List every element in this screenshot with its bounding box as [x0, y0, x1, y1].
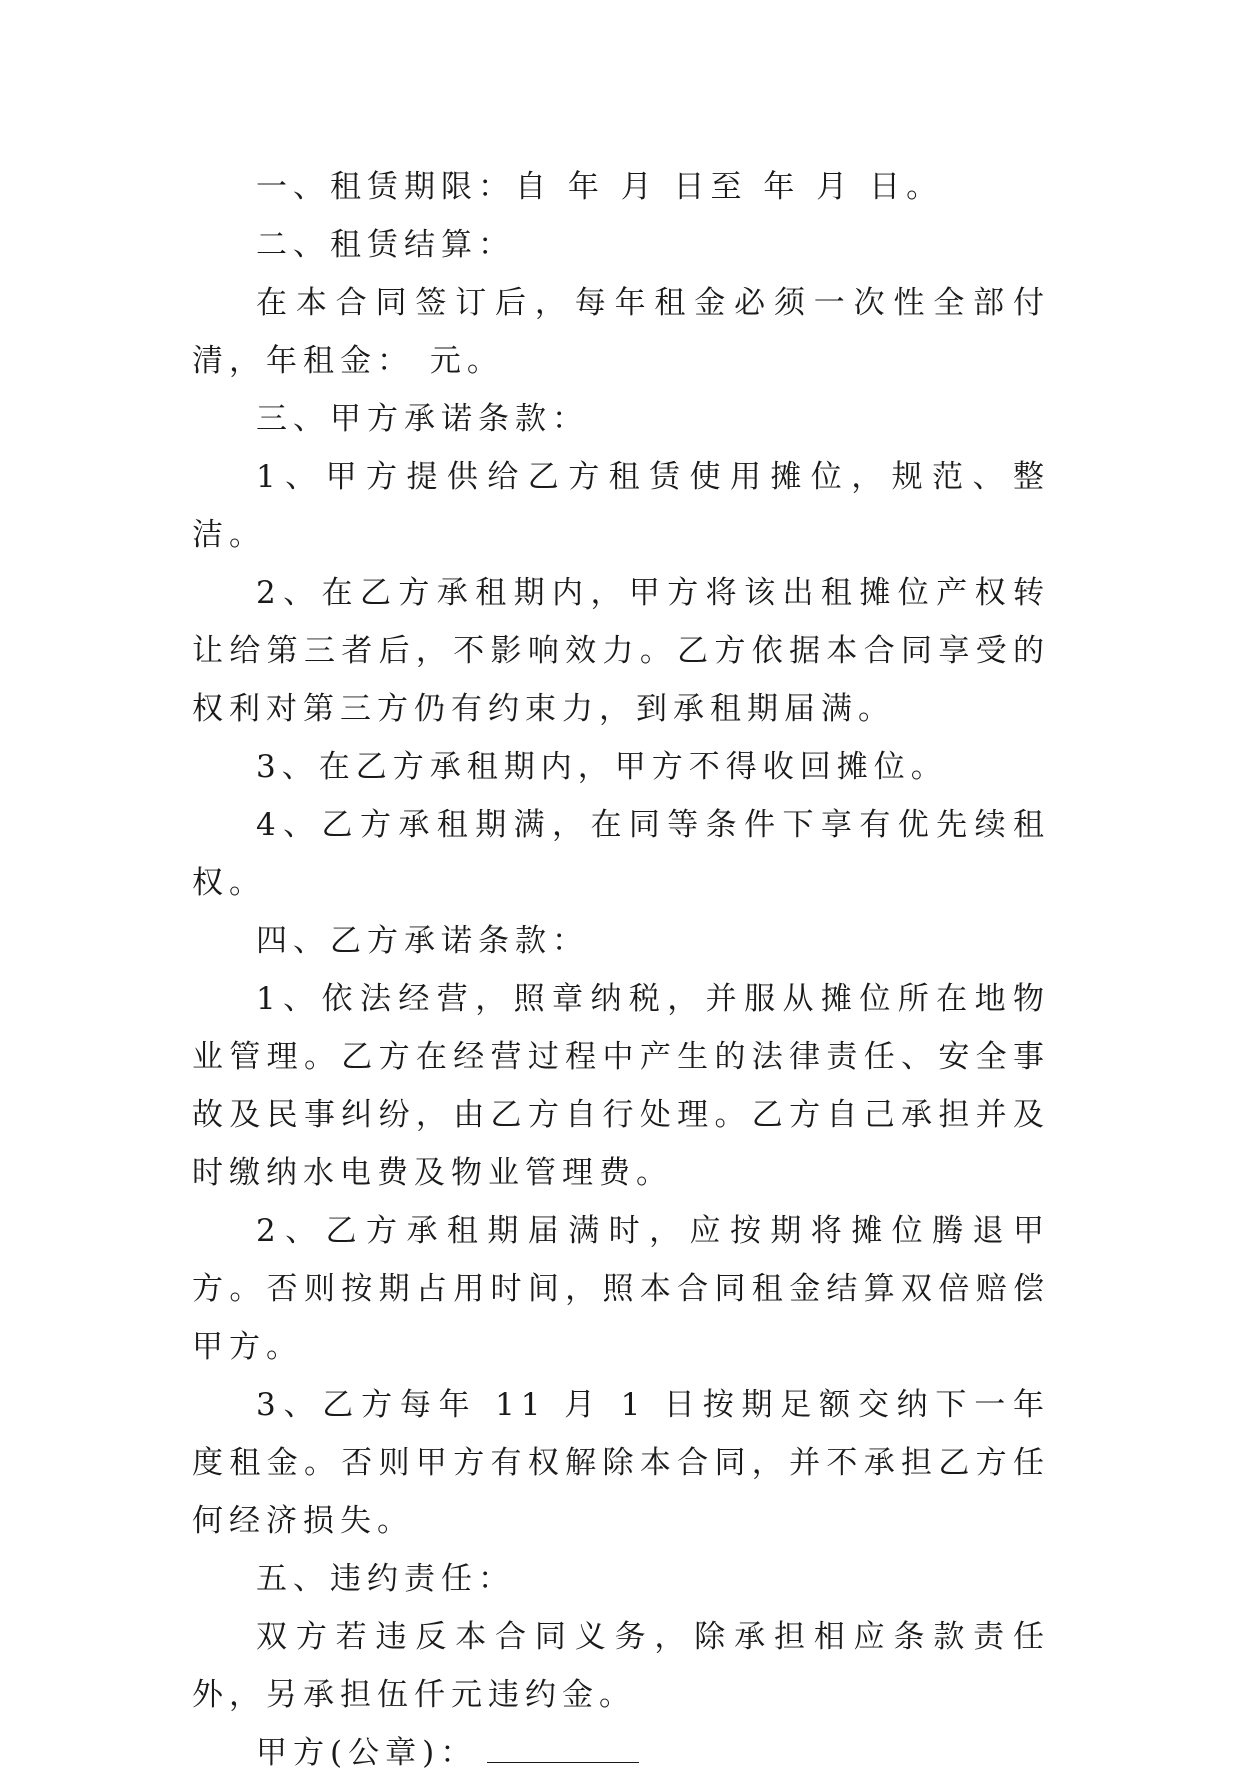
clause-party-b-1: 1、依法经营，照章纳税，并服从摊位所在地物业管理。乙方在经营过程中产生的法律责任、安全事故及民事纠纷，由乙方自行处理。乙方自己承担并及时缴纳水电费及物业管理费。 [192, 981, 1050, 1191]
document-body [192, 158, 1050, 1782]
clause-party-a-1: 1、甲方提供给乙方租赁使用摊位，规范、整洁。 [192, 459, 1050, 553]
clause-party-a-4: 4、乙方承租期满，在同等条件下享有优先续租权。 [192, 807, 1050, 901]
clause-party-a-2: 2、在乙方承租期内，甲方将该出租摊位产权转让给第三者后，不影响效力。乙方依据本合同享受的权利对第三方仍有约束力，到承租期届满。 [192, 575, 1050, 727]
signature-label: 甲方(公章)： [256, 1735, 478, 1771]
clause-party-b-3: 3、乙方每年 11 月 1 日按期足额交纳下一年度租金。否则甲方有权解除本合同，并不承担乙方任何经济损失。 [192, 1387, 1050, 1539]
clause-party-b-2: 2、乙方承租期届满时，应按期将摊位腾退甲方。否则按期占用时间，照本合同租金结算双倍赔偿甲方。 [192, 1213, 1050, 1365]
section-heading-party-a: 三、甲方承诺条款： [256, 401, 589, 437]
signature-line [192, 1724, 1050, 1782]
clause-party-a-3: 3、在乙方承租期内，甲方不得收回摊位。 [256, 749, 948, 785]
clause-lease-term: 一、租赁期限：自 年 月 日至 年 月 日。 [256, 169, 944, 205]
clause-annual-rent: 在本合同签订后，每年租金必须一次性全部付清，年租金： 元。 [192, 285, 1050, 379]
signature-blank [487, 1730, 639, 1763]
clause-breach-penalty: 双方若违反本合同义务，除承担相应条款责任外，另承担伍仟元违约金。 [192, 1619, 1050, 1713]
section-heading-settlement: 二、租赁结算： [256, 227, 515, 263]
section-heading-party-b: 四、乙方承诺条款： [256, 923, 589, 959]
section-heading-breach: 五、违约责任： [256, 1561, 515, 1597]
